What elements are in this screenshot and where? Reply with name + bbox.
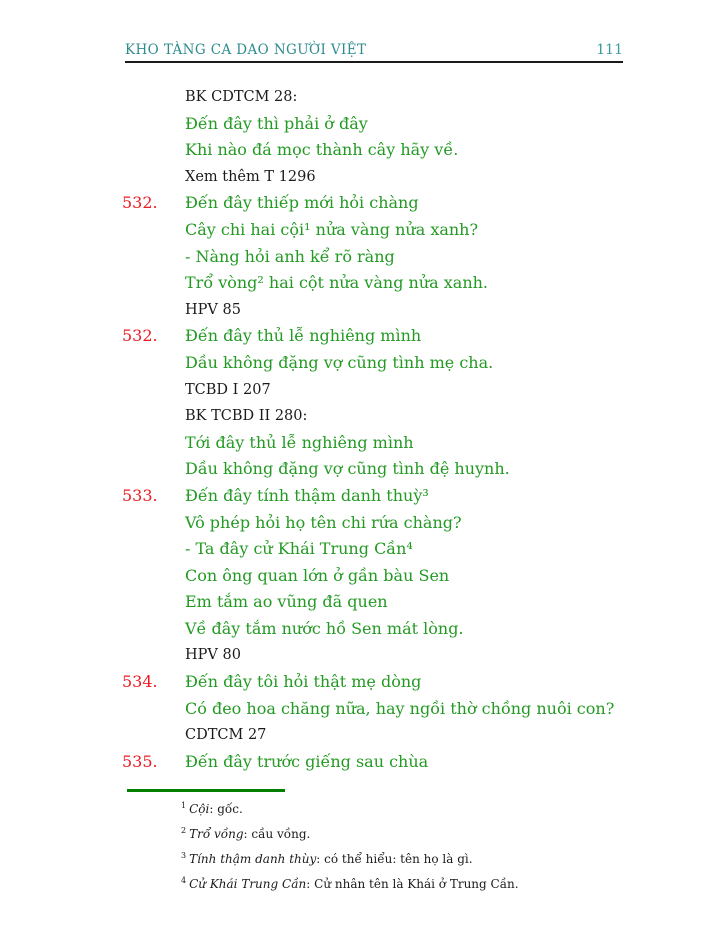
verse-line: Dầu không đặng vợ cũng tình đệ huynh. [185, 459, 510, 479]
entry-number: 534. [122, 672, 158, 692]
footnote-text: : gốc. [209, 802, 243, 816]
footnote-marker: 1 [181, 801, 187, 810]
entries [122, 84, 662, 775]
verse-line: Em tắm ao vũng đã quen [185, 592, 388, 612]
verse-line: Đến đây tôi hỏi thật mẹ dòng [185, 672, 422, 692]
entry-block [122, 669, 662, 749]
entry-block [122, 84, 662, 190]
reference-line: HPV 80 [185, 647, 241, 664]
entry-block [122, 323, 662, 483]
verse-line: Tới đây thủ lễ nghiêng mình [185, 432, 414, 452]
reference-line: BK CDTCM 28: [185, 89, 298, 105]
verse-line: Vô phép hỏi họ tên chi rứa chàng? [185, 512, 462, 532]
verse-line: Đến đây tính thậm danh thuỳ³ [185, 485, 429, 505]
footnote [181, 820, 651, 845]
verse-line: Đến đây thì phải ở đây [185, 113, 368, 133]
footnote-term: Tính thậm danh thùy [189, 852, 317, 866]
page-number: 111 [596, 42, 623, 58]
entry-number: 535. [122, 751, 158, 771]
entry-number: 533. [122, 485, 158, 505]
verse-line: Con ông quan lớn ở gần bàu Sen [185, 565, 450, 585]
verse-line: Đến đây thiếp mới hỏi chàng [185, 193, 419, 213]
footnote [181, 795, 651, 820]
verse-line: - Nàng hỏi anh kể rõ ràng [185, 246, 395, 266]
header-rule [125, 61, 623, 63]
entry-block [122, 483, 662, 669]
footnote-term: Cội [189, 802, 210, 816]
verse-line: Có đeo hoa chăng nữa, hay ngồi thờ chồng nuôi con? [185, 698, 615, 718]
footnote-marker: 4 [181, 876, 187, 885]
reference-line: TCBD I 207 [185, 381, 271, 398]
footnotes [181, 795, 651, 895]
entry-block [122, 190, 662, 323]
verse-line: Cây chi hai cội¹ nửa vàng nửa xanh? [185, 219, 479, 239]
reference-line: CDTCM 27 [185, 727, 267, 744]
entry-block [122, 749, 662, 776]
reference-line: HPV 85 [185, 301, 241, 318]
footnote-text: : Cử nhân tên là Khái ở Trung Cần. [306, 877, 519, 891]
page-header [125, 42, 623, 58]
verse-line: Khi nào đá mọc thành cây hãy về. [185, 140, 459, 160]
verse-line: Về đây tắm nước hồ Sen mát lòng. [185, 618, 464, 638]
entry-number: 532. [122, 326, 158, 346]
footnote-marker: 2 [181, 826, 187, 835]
verse-line: Đến đây thủ lễ nghiêng mình [185, 326, 422, 346]
footnote [181, 845, 651, 870]
verse-line: Dầu không đặng vợ cũng tình mẹ cha. [185, 352, 494, 372]
footnote-separator-rule [127, 789, 285, 792]
book-title: KHO TÀNG CA DAO NGƯỜI VIỆT [125, 42, 367, 58]
verse-line: Trổ vòng² hai cột nửa vàng nửa xanh. [185, 273, 489, 293]
footnote [181, 870, 651, 895]
verse-line: Đến đây trước giếng sau chùa [185, 751, 429, 771]
footnote-marker: 3 [181, 851, 187, 860]
footnote-text: : có thể hiểu: tên họ là gì. [316, 852, 473, 866]
reference-line: Xem thêm T 1296 [185, 168, 316, 185]
entry-number: 532. [122, 193, 158, 213]
reference-line: BK TCBD II 280: [185, 408, 308, 425]
footnote-text: : cầu vồng. [243, 827, 311, 841]
verse-line: - Ta đây cử Khái Trung Cần⁴ [185, 539, 413, 559]
footnote-term: Cử Khái Trung Cần [189, 877, 307, 891]
footnote-term: Trổ vồng [189, 827, 244, 841]
